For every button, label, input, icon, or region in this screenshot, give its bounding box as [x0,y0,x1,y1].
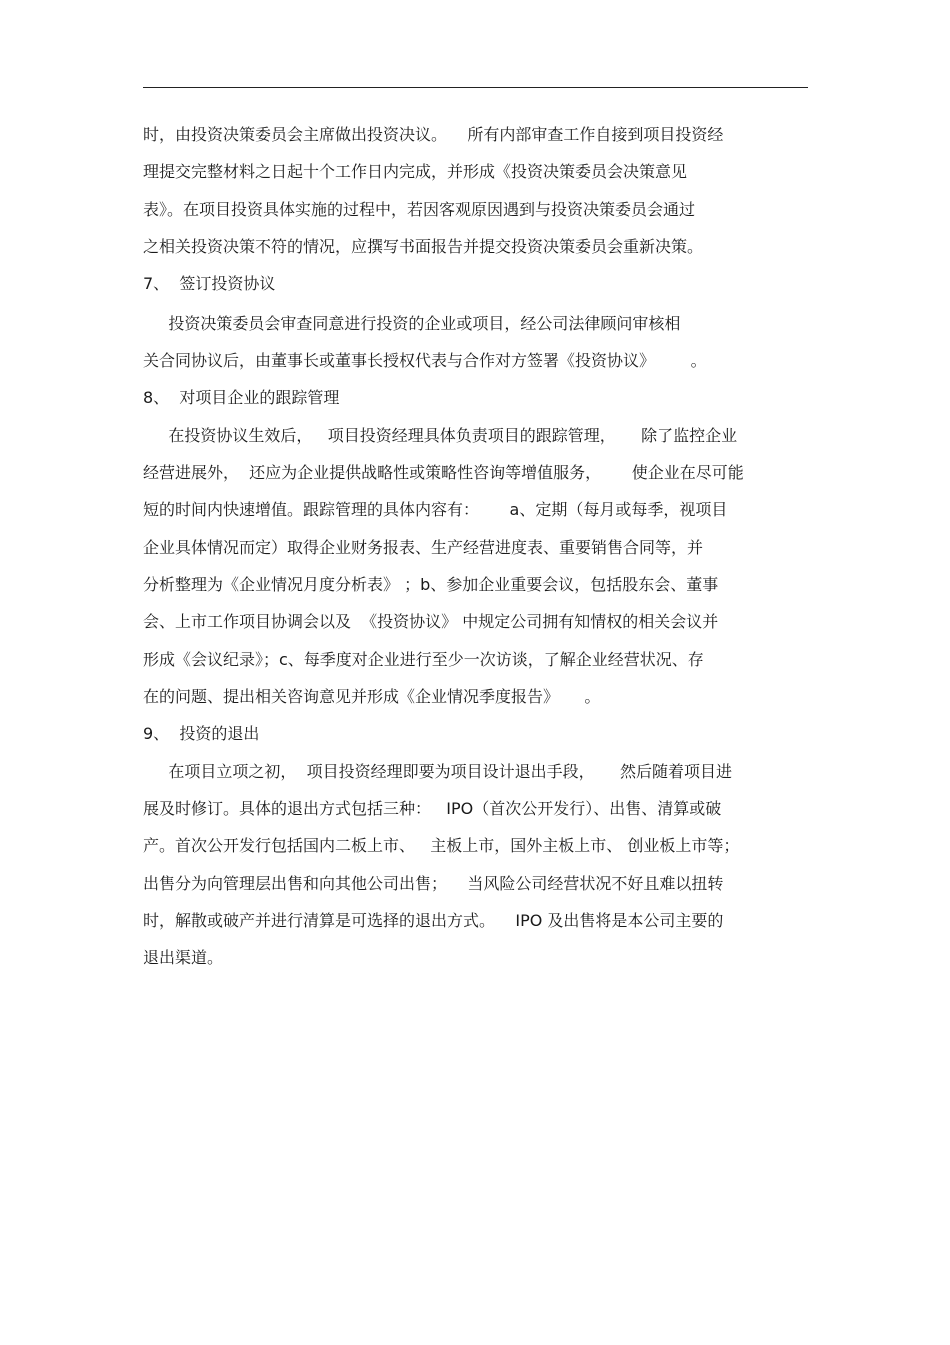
section-heading: 9、 投资的退出 [143,724,260,743]
paragraph-line: 时，解散或破产并进行清算是可选择的退出方式。 IPO 及出售将是本公司主要的 [143,911,724,930]
section-heading: 7、 签订投资协议 [143,274,276,293]
paragraph-line: 分析整理为《企业情况月度分析表》 ；b、参加企业重要会议，包括股东会、董事 [143,575,719,594]
paragraph-line: 时，由投资决策委员会主席做出投资决议。 所有内部审查工作自接到项目投资经 [143,125,724,144]
paragraph-line: 出售分为向管理层出售和向其他公司出售； 当风险公司经营状况不好且难以扭转 [143,874,724,893]
paragraph-line: 企业具体情况而定）取得企业财务报表、生产经营进度表、重要销售合同等，并 [143,538,704,557]
paragraph-line: 表》。在项目投资具体实施的过程中，若因客观原因遇到与投资决策委员会通过 [143,200,696,219]
header-rule [143,87,808,88]
paragraph-line: 经营进展外， 还应为企业提供战略性或策略性咨询等增值服务， 使企业在尽可能 [143,463,744,482]
paragraph-line: 关合同协议后，由董事长或董事长授权代表与合作对方签署《投资协议》 。 [143,351,707,370]
paragraph-line: 会、上市工作项目协调会以及 《投资协议》 中规定公司拥有知情权的相关会议并 [143,612,719,631]
paragraph-line: 在项目立项之初， 项目投资经理即要为项目设计退出手段， 然后随着项目进 [143,762,733,781]
paragraph-line: 退出渠道。 [143,948,224,967]
paragraph-line: 短的时间内快速增值。跟踪管理的具体内容有： a、定期（每月或每季，视项目 [143,500,728,519]
paragraph-line: 投资决策委员会审查同意进行投资的企业或项目，经公司法律顾问审核相 [143,314,681,333]
paragraph-line: 在的问题、提出相关咨询意见并形成《企业情况季度报告》 。 [143,687,601,706]
paragraph-line: 理提交完整材料之日起十个工作日内完成，并形成《投资决策委员会决策意见 [143,162,688,181]
paragraph-line: 产。首次公开发行包括国内二板上市、 主板上市，国外主板上市、 创业板上市等； [143,836,740,855]
paragraph-line: 在投资协议生效后， 项目投资经理具体负责项目的跟踪管理， 除了监控企业 [143,426,738,445]
section-heading: 8、 对项目企业的跟踪管理 [143,388,340,407]
paragraph-line: 之相关投资决策不符的情况，应撰写书面报告并提交投资决策委员会重新决策。 [143,237,704,256]
paragraph-line: 展及时修订。具体的退出方式包括三种： IPO（首次公开发行）、出售、清算或破 [143,799,722,818]
paragraph-line: 形成《会议纪录》；c、每季度对企业进行至少一次访谈，了解企业经营状况、存 [143,650,704,669]
